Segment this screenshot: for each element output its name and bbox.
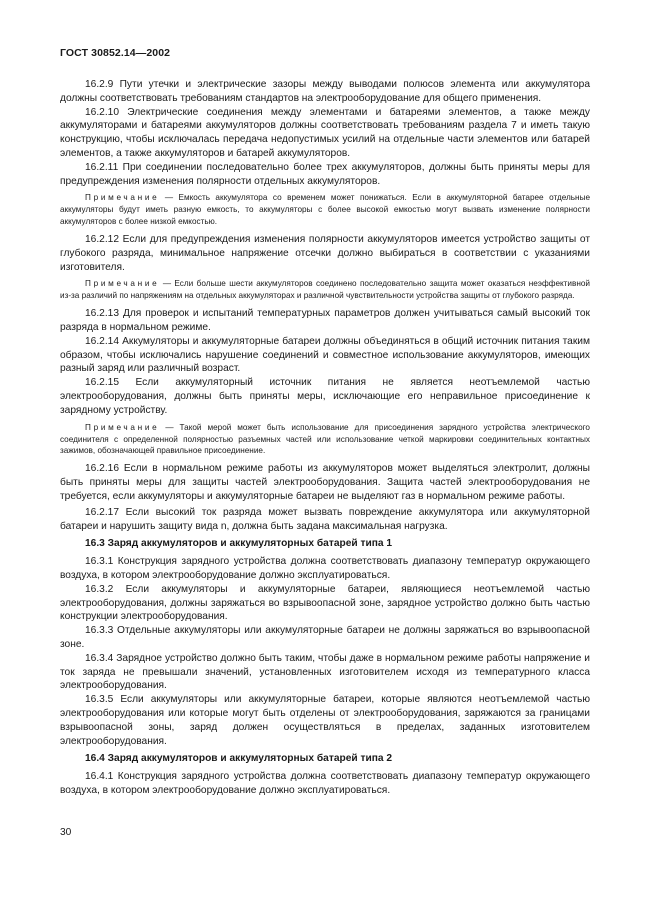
clause-16-2-12: 16.2.12 Если для предупреждения изменения полярности аккумуляторов имеется устройство защиты от глубокого разряда, минимальное напряжение отсечки должно выбираться в соответствии с указаниями изготовителя. (60, 234, 590, 273)
clause-16-3-2: 16.3.2 Если аккумуляторы и аккумуляторные батареи, являющиеся неотъемлемой частью электрооборудования, должны заряжаться во взрывоопасной зоне, зарядное устройство должно быть частью конструкции электрооборудования. (60, 583, 590, 623)
clause-16-3-3: 16.3.3 Отдельные аккумуляторы или аккумуляторные батареи не должны заряжаться во взрывоопасной зоне. (60, 625, 590, 650)
clause-16-2-17: 16.2.17 Если высокий ток разряда может вызвать повреждение аккумулятора или аккумуляторной батареи и нарушить защиту вида n, должна быть задана максимальная нагрузка. (60, 506, 590, 532)
note-label: Примечание (85, 193, 160, 203)
clause-16-3-5: 16.3.5 Если аккумуляторы или аккумуляторные батареи, которые являются неотъемлемой частью электрооборудования или которые могут быть отделены от электрооборудования, заряжаются за границами взрывоопасной зоны, заряд должен осуществляться в пределах, заданных изготовителем электрооборудования. (60, 694, 590, 747)
document-code-header: ГОСТ 30852.14—2002 (60, 47, 171, 59)
note-block (60, 192, 590, 228)
clause-16-2-14: 16.2.14 Аккумуляторы и аккумуляторные батареи должны объединяться в общий источник питания таким образом, чтобы исключались нарушение соединений и совместное использование аккумуляторов, имеющих разный заряд или различный возраст. (60, 335, 590, 375)
note-label: Примечание (85, 279, 160, 289)
note-text: — Если больше шести аккумуляторов соединено последовательно защита может оказаться неэффективной из-за различий по напряжениям на отдельных аккумуляторах и различной чувствительности устройства защиты от глубокого разряда. (60, 279, 591, 301)
clause-16-3-1: 16.3.1 Конструкция зарядного устройства должна соответствовать диапазону температур окружающего воздуха, в котором электрооборудование должно эксплуатироваться. (60, 556, 590, 581)
note-block (60, 422, 590, 458)
note-label: Примечание (85, 422, 160, 432)
page-number: 30 (60, 827, 72, 838)
clause-16-4-1: 16.4.1 Конструкция зарядного устройства должна соответствовать диапазону температур окружающего воздуха, в котором электрооборудование должно эксплуатироваться. (60, 771, 590, 796)
clause-16-2-9: 16.2.9 Пути утечки и электрические зазоры между выводами полюсов элемента или аккумулятора должны соответствовать требованиям стандартов на электрооборудование для общего применения. (60, 79, 590, 104)
section-heading-16-4: 16.4 Заряд аккумуляторов и аккумуляторных батарей типа 2 (85, 753, 393, 765)
clause-16-2-10: 16.2.10 Электрические соединения между элементами и батареями элементов, а также между аккумуляторами и батареями аккумуляторов должны соответствовать требованиям раздела 7 и иметь такую конструкцию, чтобы исключалась передача недопустимых усилий на отдельные части элементов или батарей элементов, а также аккумуляторов и батарей аккумуляторов. (60, 106, 590, 159)
clause-16-2-11: 16.2.11 При соединении последовательно более трех аккумуляторов, должны быть приняты меры для предупреждения изменения полярности отдельных аккумуляторов. (60, 161, 590, 187)
note-text: — Такой мерой может быть использование для присоединения зарядного устройства электрического соединителя с определенной полярностью разъемных частей или использование четкой маркировки соединительных контактных зажимов, обозначающей правильное присоединение. (60, 422, 590, 456)
section-heading-16-3: 16.3 Заряд аккумуляторов и аккумуляторных батарей типа 1 (85, 538, 393, 550)
clause-16-2-16: 16.2.16 Если в нормальном режиме работы из аккумуляторов может выделяться электролит, должны быть приняты меры для защиты частей электрооборудования. Защита частей электрооборудования не требуется, если аккумуляторы и аккумуляторные батареи не выделяют газ в нормальном режиме работы. (60, 463, 590, 502)
clause-16-3-4: 16.3.4 Зарядное устройство должно быть таким, чтобы даже в нормальном режиме работы напряжение и ток заряда не превышали значений, установленных изготовителем исходя из температурного класса электрооборудования. (60, 652, 590, 692)
document-body (60, 78, 590, 798)
clause-16-2-13: 16.2.13 Для проверок и испытаний температурных параметров должен учитываться самый высокий ток разряда в нормальном режиме. (60, 308, 590, 334)
clause-16-2-15: 16.2.15 Если аккумуляторный источник питания не является неотъемлемой частью электрооборудования, должны быть приняты меры, исключающие его неправильное присоединение к зарядному устройству. (60, 377, 590, 416)
note-text: — Емкость аккумулятора со временем может понижаться. Если в аккумуляторной батарее отдельные аккумуляторы будут иметь разную емкость, то аккумуляторы с более высокой емкостью могут вызвать изменение полярности аккумуляторов с более низкой емкостью. (60, 193, 591, 227)
note-block (60, 278, 590, 302)
